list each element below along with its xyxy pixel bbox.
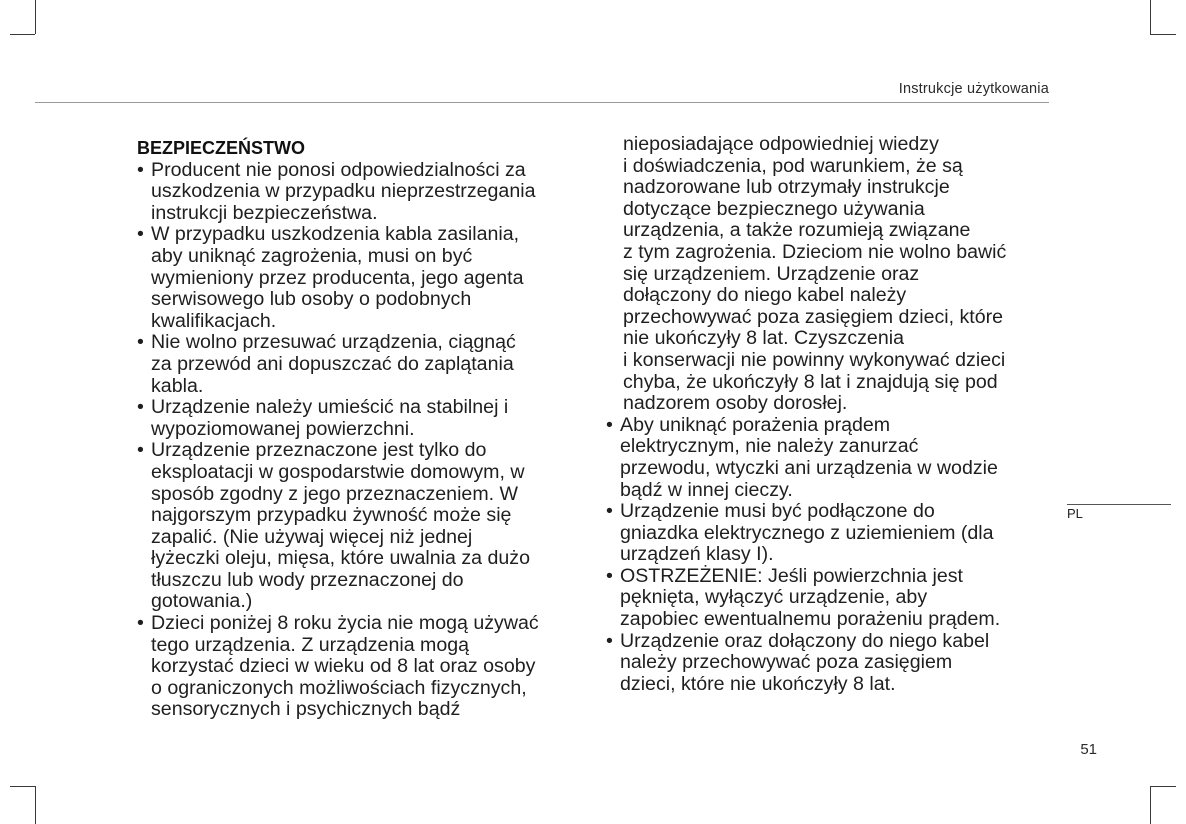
- text-line: nadzorem osoby dorosłej.: [623, 392, 848, 415]
- text-line: gniazdka elektrycznego z uziemieniem (dla: [620, 521, 994, 544]
- text-line: nieposiadające odpowiedniej wiedzy: [623, 133, 939, 155]
- text-line: się urządzeniem. Urządzenie oraz: [623, 262, 920, 285]
- text-line: tego urządzenia. Z urządzenia mogą: [151, 633, 470, 656]
- right-bullet-list: [606, 415, 1006, 696]
- text-line: najgorszym przypadku żywność może się: [151, 504, 512, 527]
- text-line: z tym zagrożenia. Dzieciom nie wolno bawić: [623, 240, 1007, 263]
- language-tab-rule: [1067, 504, 1171, 505]
- bullet-item: [137, 332, 539, 397]
- text-line: urządzeń klasy I).: [620, 543, 774, 566]
- text-line: gotowania.): [151, 590, 253, 613]
- text-line: • Aby uniknąć porażenia prądem: [620, 413, 891, 436]
- text-line: • Urządzenie oraz dołączony do niego kabel: [620, 629, 990, 652]
- section-title: BEZPIECZEŃSTWO: [137, 138, 306, 158]
- text-line: nadzorowane lub otrzymały instrukcje: [623, 176, 950, 199]
- text-line: wypoziomowanej powierzchni.: [151, 417, 415, 440]
- bullet-item: [137, 160, 539, 225]
- text-line: zapobiec ewentualnemu porażeniu prądem.: [620, 608, 1001, 631]
- header-rule: [35, 102, 1049, 103]
- text-line: • Urządzenie przeznaczone jest tylko do: [151, 439, 487, 462]
- text-line: elektrycznym, nie należy zanurzać: [620, 435, 919, 458]
- text-line: kwalifikacjach.: [151, 309, 277, 332]
- text-line: sposób zgodny z jego przeznaczeniem. W: [151, 482, 519, 505]
- bullet-item: [606, 631, 1006, 696]
- text-line: eksploatacji w gospodarstwie domowym, w: [151, 460, 525, 483]
- text-line: • Urządzenie należy umieścić na stabilnej i: [151, 396, 509, 419]
- text-line: wymieniony przez producenta, jego agenta: [151, 266, 524, 289]
- text-line: przewodu, wtyczki ani urządzenia w wodzie: [620, 456, 998, 479]
- text-line: aby uniknąć zagrożenia, musi on być: [151, 244, 473, 267]
- bullet-item: [137, 397, 539, 440]
- text-line: przechowywać poza zasięgiem dzieci, które: [623, 305, 1004, 328]
- text-line: pęknięta, wyłączyć urządzenie, aby: [620, 586, 928, 609]
- crop-mark-bottom-right-vertical: [1150, 786, 1151, 824]
- crop-mark-bottom-left-horizontal: [10, 786, 35, 787]
- text-line: o ograniczonych możliwościach fizycznych,: [151, 676, 527, 699]
- text-line: • Producent nie ponosi odpowiedzialności za: [151, 158, 526, 181]
- language-tab: PL: [1067, 506, 1083, 521]
- text-line: urządzenia, a także rozumieją związane: [623, 219, 971, 242]
- text-line: i konserwacji nie powinny wykonywać dzieci: [623, 348, 1006, 371]
- crop-mark-top-left-horizontal: [10, 34, 35, 35]
- bullet-item: [606, 501, 1006, 566]
- crop-mark-bottom-left-vertical: [35, 786, 36, 824]
- text-line: należy przechowywać poza zasięgiem: [620, 651, 953, 674]
- text-line: • OSTRZEŻENIE: Jeśli powierzchnia jest: [620, 564, 963, 587]
- text-line: • Dzieci poniżej 8 roku życia nie mogą używać: [151, 612, 539, 635]
- page-number: 51: [1080, 741, 1097, 758]
- text-line: zapalić. (Nie używaj więcej niż jednej: [151, 525, 473, 548]
- text-line: • Nie wolno przesuwać urządzenia, ciągnąć: [151, 331, 516, 354]
- bullet-item: [606, 566, 1006, 631]
- text-line: bądź w innej cieczy.: [620, 478, 793, 501]
- text-line: dzieci, które nie ukończyły 8 lat.: [620, 672, 896, 695]
- text-line: kabla.: [151, 374, 204, 397]
- text-line: • W przypadku uszkodzenia kabla zasilania,: [151, 223, 520, 246]
- bullet-item: [606, 415, 1006, 501]
- crop-mark-top-left-vertical: [35, 0, 36, 34]
- left-bullet-list: [137, 160, 539, 721]
- crop-mark-bottom-right-horizontal: [1150, 786, 1176, 787]
- text-line: • Urządzenie musi być podłączone do: [620, 500, 935, 523]
- running-header: Instrukcje użytkowania: [898, 81, 1049, 97]
- text-line: uszkodzenia w przypadku nieprzestrzegania: [151, 180, 536, 203]
- bullet-item: [137, 224, 539, 332]
- text-line: nie ukończyły 8 lat. Czyszczenia: [623, 327, 904, 350]
- text-line: za przewód ani dopuszczać do zaplątania: [151, 352, 514, 375]
- bullet-item: [137, 613, 539, 721]
- continued-paragraph: [606, 134, 1006, 415]
- left-column: [137, 138, 539, 721]
- text-line: sensorycznych i psychicznych bądź: [151, 698, 461, 721]
- right-column: [606, 134, 1006, 695]
- text-line: tłuszczu lub wody przeznaczonej do: [151, 568, 464, 591]
- text-line: korzystać dzieci w wieku od 8 lat oraz osoby: [151, 655, 536, 678]
- text-line: łyżeczki oleju, mięsa, które uwalnia za dużo: [151, 547, 530, 570]
- bullet-item: [137, 440, 539, 613]
- text-line: instrukcji bezpieczeństwa.: [151, 201, 378, 224]
- text-line: i doświadczenia, pod warunkiem, że są: [623, 154, 963, 177]
- text-line: dotyczące bezpiecznego używania: [623, 197, 925, 220]
- text-line: dołączony do niego kabel należy: [623, 284, 907, 307]
- crop-mark-top-right-horizontal: [1150, 34, 1176, 35]
- crop-mark-top-right-vertical: [1150, 0, 1151, 34]
- text-line: chyba, że ukończyły 8 lat i znajdują się pod: [623, 370, 998, 393]
- text-line: serwisowego lub osoby o podobnych: [151, 288, 472, 311]
